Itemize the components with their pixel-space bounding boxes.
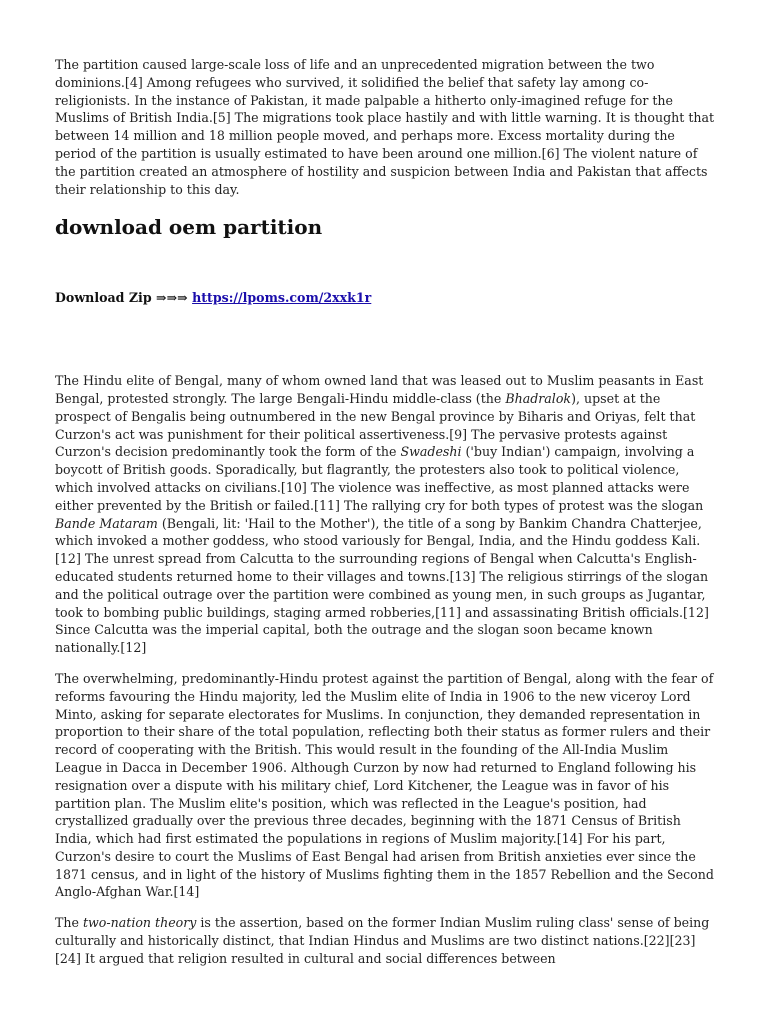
italic-term-bhadralok: Bhadralok: [505, 390, 572, 406]
paragraph-two-nation-theory: [55, 914, 719, 967]
paragraph-muslim-league: The overwhelming, predominantly-Hindu protest against the partition of Bengal, along with the fear of reforms favouring the Hindu majority, led the Muslim elite of India in 1906 to the new viceroy Lord Minto, asking for separate electorates for Muslims. In conjunction, they demanded representation in proportion to their share of the total population, reflecting both their status as former rulers and their record of cooperating with the British. This would result in the founding of the All-India Muslim League in Dacca in December 1906. Although Curzon by now had returned to England following his resignation over a dispute with his military chief, Lord Kitchener, the League was in favor of his partition plan. The Muslim elite's position, which was reflected in the League's position, had crystallized gradually over the previous three decades, beginning with the 1871 Census of British India, which had first estimated the populations in regions of Muslim majority.[14] For his part, Curzon's desire to court the Muslims of East Bengal had arisen from British anxieties ever since the 1871 census, and in light of the history of Muslims fighting them in the 1857 Rebellion and the Second Anglo-Afghan War.[14]: [55, 670, 714, 900]
italic-term-two-nation-theory: two-nation theory: [82, 915, 197, 931]
text-run: The Hindu elite of Bengal, many of whom owned land that was leased out to Muslim peasants in East Bengal, protested strongly. The large Bengali-Hindu middle-class (the: [55, 373, 704, 406]
text-run: ), upset at the prospect of Bengalis being outnumbered in the new Bengal province by Biharis and Oriyas, felt that Curzon's act was punishment for their political assertiveness.[9] The pervasive protests against Curzon's decision predominantly took the form of the: [55, 390, 696, 460]
paragraph-bengal-protest: [55, 372, 719, 657]
article-body: [55, 56, 719, 968]
italic-term-bande-mataram: Bande Mataram: [55, 515, 158, 531]
download-label: Download Zip ⇒⇒⇒: [55, 290, 193, 306]
italic-term-swadeshi: Swadeshi: [400, 444, 462, 460]
download-line: [55, 289, 719, 307]
page-heading: download oem partition: [55, 215, 323, 240]
text-run: The: [55, 915, 83, 931]
text-run: is the assertion, based on the former Indian Muslim ruling class' sense of being culturally and historically distinct, that Indian Hindus and Muslims are two distinct nations.[22][23][24] It argued that religion resulted in cultural and social differences between: [55, 915, 710, 966]
text-run: (Bengali, lit: 'Hail to the Mother'), the title of a song by Bankim Chandra Chatterjee, which invoked a mother goddess, who stood variously for Bengal, India, and the Hindu goddess Kali.[12] The unrest spread from Calcutta to the surrounding regions of Bengal when Calcutta's English-educated students returned home to their villages and towns.[13] The religious stirrings of the slogan and the political outrage over the partition were combined as young men, in such groups as Jugantar, took to bombing public buildings, staging armed robberies,[11] and assassinating British officials.[12] Since Calcutta was the imperial capital, both the outrage and the slogan soon became known nationally.[12]: [55, 515, 709, 656]
download-link[interactable]: https://lpoms.com/2xxk1r: [192, 290, 372, 306]
intro-paragraph: The partition caused large-scale loss of life and an unprecedented migration between the two dominions.[4] Among refugees who survived, it solidified the belief that safety lay among co-religionists. In the instance of Pakistan, it made palpable a hitherto only-imagined refuge for the Muslims of British India.[5] The migrations took place hastily and with little warning. It is thought that between 14 million and 18 million people moved, and perhaps more. Excess mortality during the period of the partition is usually estimated to have been around one million.[6] The violent nature of the partition created an atmosphere of hostility and suspicion between India and Pakistan that affects their relationship to this day.: [55, 57, 715, 197]
text-run: ('buy Indian') campaign, involving a boycott of British goods. Sporadically, but flagrantly, the protesters also took to political violence, which involved attacks on civilians.[10] The violence was ineffective, as most planned attacks were either prevented by the British or failed.[11] The rallying cry for both types of protest was the slogan: [55, 444, 704, 513]
